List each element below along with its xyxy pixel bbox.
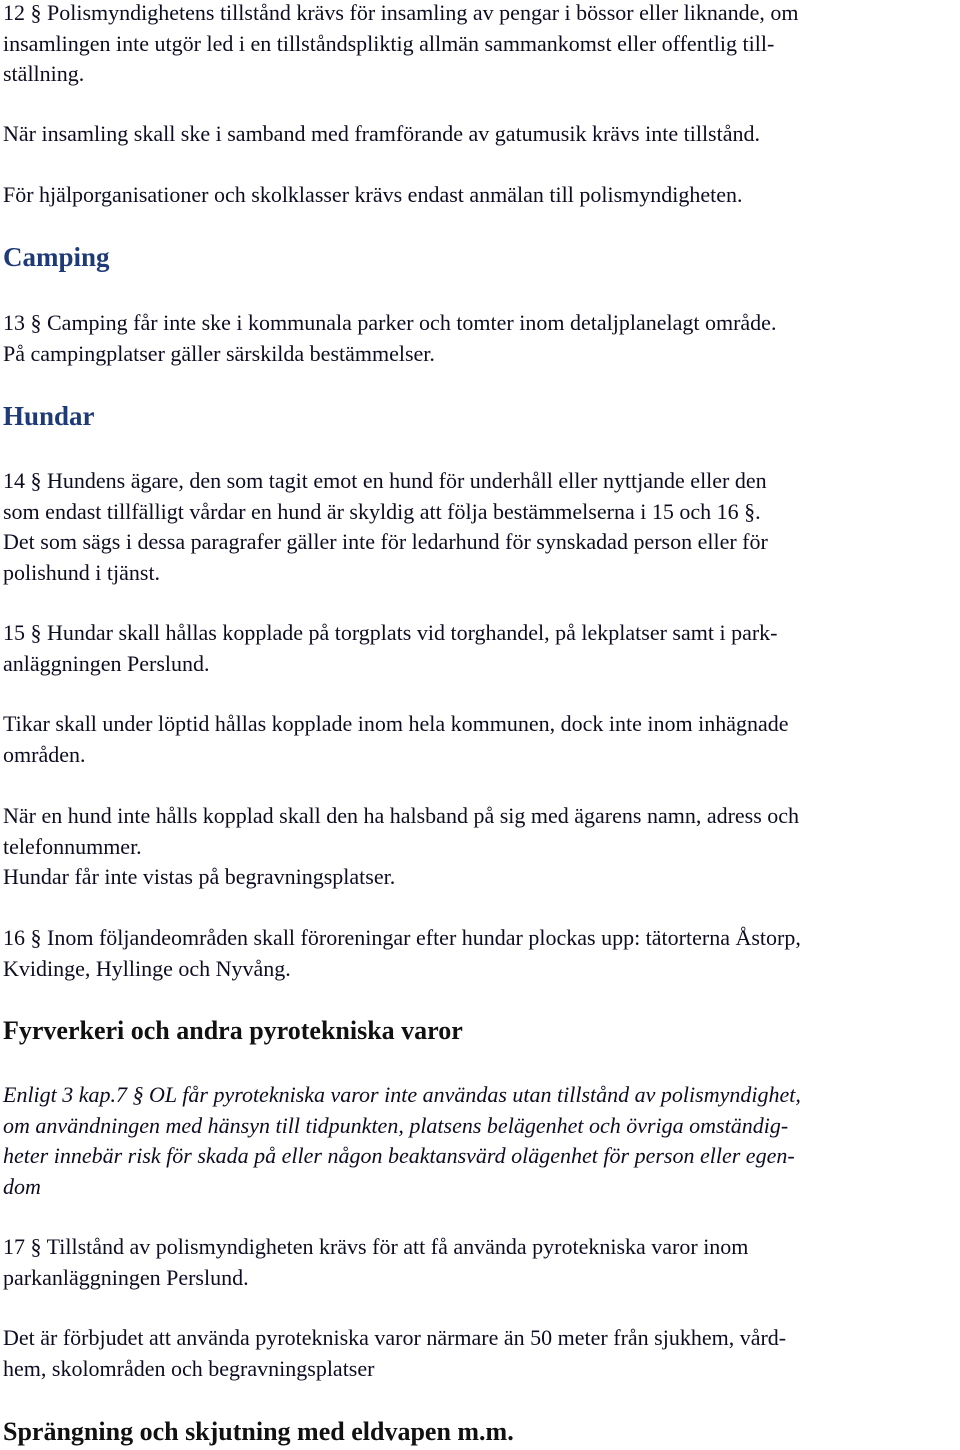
paragraph-line: Det är förbjudet att använda pyrotekniska varor närmare än 50 meter från sjukhem, vård- xyxy=(3,1325,787,1350)
paragraph-line: På campingplatser gäller särskilda bestämmelser. xyxy=(3,340,435,366)
paragraph-14 xyxy=(3,466,958,588)
paragraph-line: ställning. xyxy=(3,61,85,86)
paragraph-line: För hjälporganisationer och skolklasser krävs endast anmälan till polismyndigheten. xyxy=(3,182,743,207)
paragraph-line: telefonnummer. xyxy=(3,833,142,859)
paragraph-line: som endast tillfälligt vårdar en hund är skyldig att följa bestämmelserna i 15 och 16 §. xyxy=(3,498,761,524)
paragraph-17 xyxy=(3,1232,958,1293)
paragraph-16 xyxy=(3,923,958,984)
paragraph-12-hjalporganisationer xyxy=(3,180,958,211)
paragraph-line: Det som sägs i dessa paragrafer gäller inte för ledarhund för synskadad person eller för xyxy=(3,529,768,554)
paragraph-13 xyxy=(3,308,958,369)
paragraph-line: 14 § Hundens ägare, den som tagit emot en hund för underhåll eller nyttjande eller den xyxy=(3,468,767,493)
paragraph-line: hem, skolområden och begravningsplatser xyxy=(3,1355,375,1381)
paragraph-line: 17 § Tillstånd av polismyndigheten krävs för att få använda pyrotekniska varor inom xyxy=(3,1234,749,1259)
paragraph-line: anläggningen Perslund. xyxy=(3,650,210,676)
paragraph-line: 13 § Camping får inte ske i kommunala parker och tomter inom detaljplanelagt område. xyxy=(3,310,777,335)
paragraph-line: heter innebär risk för skada på eller någon beaktansvärd olägenhet för person eller egen- xyxy=(3,1143,795,1168)
heading-camping: Camping xyxy=(3,242,110,272)
paragraph-line: När insamling skall ske i samband med framförande av gatumusik krävs inte tillstånd. xyxy=(3,121,760,146)
paragraph-line: parkanläggningen Perslund. xyxy=(3,1264,249,1290)
paragraph-line: om användningen med hänsyn till tidpunkten, platsens belägenhet och övriga omständig- xyxy=(3,1112,789,1138)
paragraph-line: polishund i tjänst. xyxy=(3,559,161,585)
heading-sprangning: Sprängning och skjutning med eldvapen m.m. xyxy=(3,1417,514,1446)
paragraph-15 xyxy=(3,618,958,679)
paragraph-line: 16 § Inom följandeområden skall föroreningar efter hundar plockas upp: tätorterna Åstorp, xyxy=(3,925,801,950)
paragraph-line: Enligt 3 kap.7 § OL får pyrotekniska varor inte användas utan tillstånd av polismyndighet, xyxy=(3,1082,801,1107)
heading-hundar: Hundar xyxy=(3,401,95,431)
heading-fyrverkeri: Fyrverkeri och andra pyrotekniska varor xyxy=(3,1016,463,1045)
paragraph-15-tikar xyxy=(3,709,958,770)
paragraph-line: insamlingen inte utgör led i en tillståndspliktig allmän sammankomst eller offentlig till- xyxy=(3,30,775,56)
paragraph-line: områden. xyxy=(3,741,86,767)
paragraph-line: dom xyxy=(3,1173,41,1199)
paragraph-12-gatumusik xyxy=(3,119,958,150)
paragraph-line: 15 § Hundar skall hållas kopplade på torgplats vid torghandel, på lekplatser samt i park- xyxy=(3,620,778,645)
paragraph-15-halsband xyxy=(3,801,958,893)
paragraph-line: Tikar skall under löptid hållas kopplade inom hela kommunen, dock inte inom inhägnade xyxy=(3,711,789,736)
paragraph-ordningslagen xyxy=(3,1080,958,1202)
paragraph-line: 12 § Polismyndighetens tillstånd krävs för insamling av pengar i bössor eller liknande, om xyxy=(3,0,799,25)
paragraph-17-forbud xyxy=(3,1323,958,1384)
paragraph-line: När en hund inte hålls kopplad skall den ha halsband på sig med ägarens namn, adress och xyxy=(3,803,800,828)
paragraph-line: Hundar får inte vistas på begravningsplatser. xyxy=(3,864,396,889)
paragraph-line: Kvidinge, Hyllinge och Nyvång. xyxy=(3,955,291,981)
paragraph-12 xyxy=(3,0,958,90)
